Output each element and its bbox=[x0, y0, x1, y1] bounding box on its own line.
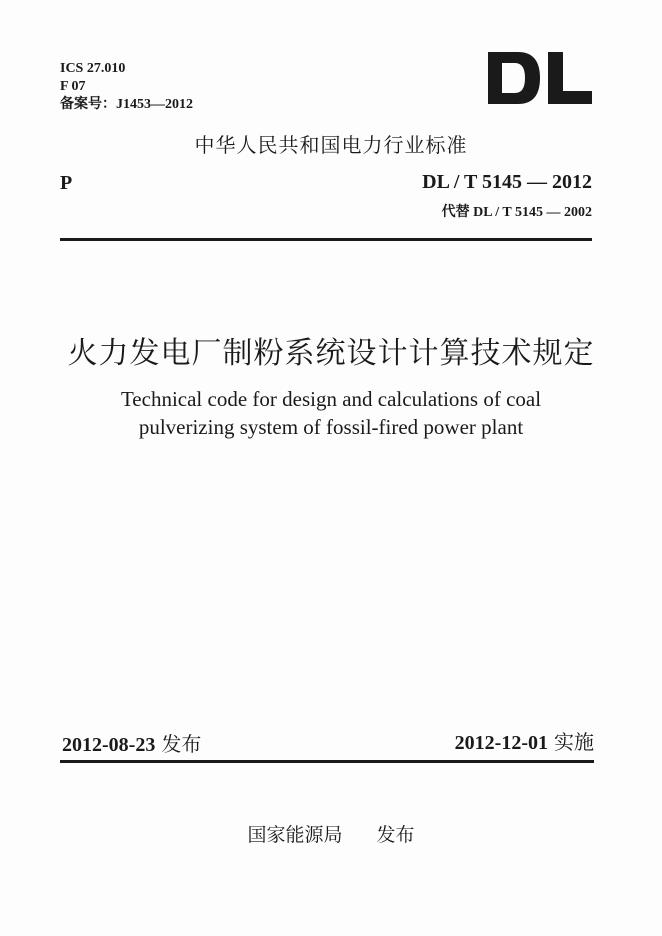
record-number: 备案号：J1453—2012 bbox=[60, 97, 193, 112]
title-english bbox=[0, 385, 662, 441]
ics-code: ICS 27.010 bbox=[60, 61, 126, 76]
implement-label: 实施 bbox=[554, 730, 594, 754]
issue-date-block bbox=[62, 728, 201, 757]
standard-type: 中华人民共和国电力行业标准 bbox=[194, 133, 468, 157]
top-divider bbox=[60, 238, 592, 241]
issue-date: 2012-08-23 bbox=[62, 734, 156, 756]
standard-code: DL / T 5145 — 2012 bbox=[422, 171, 592, 193]
category-letter: P bbox=[60, 172, 73, 194]
title-english-line: Technical code for design and calculations of coal bbox=[120, 387, 542, 411]
issue-label: 发布 bbox=[161, 732, 202, 756]
publisher-block bbox=[0, 820, 662, 847]
dl-logo bbox=[488, 52, 592, 104]
implement-date-block bbox=[455, 726, 594, 755]
classification-block bbox=[60, 60, 193, 114]
title-english-line: pulverizing system of fossil-fired power plant bbox=[138, 415, 524, 439]
publisher-label: 发布 bbox=[376, 824, 415, 846]
class-code: F 07 bbox=[60, 79, 86, 94]
publisher-name: 国家能源局 bbox=[247, 824, 343, 846]
implement-date: 2012-12-01 bbox=[454, 732, 548, 754]
bottom-divider bbox=[60, 760, 594, 763]
title-chinese: 火力发电厂制粉系统设计计算技术规定 bbox=[67, 336, 595, 371]
replaces-code: 代替 DL / T 5145 — 2002 bbox=[441, 205, 592, 220]
